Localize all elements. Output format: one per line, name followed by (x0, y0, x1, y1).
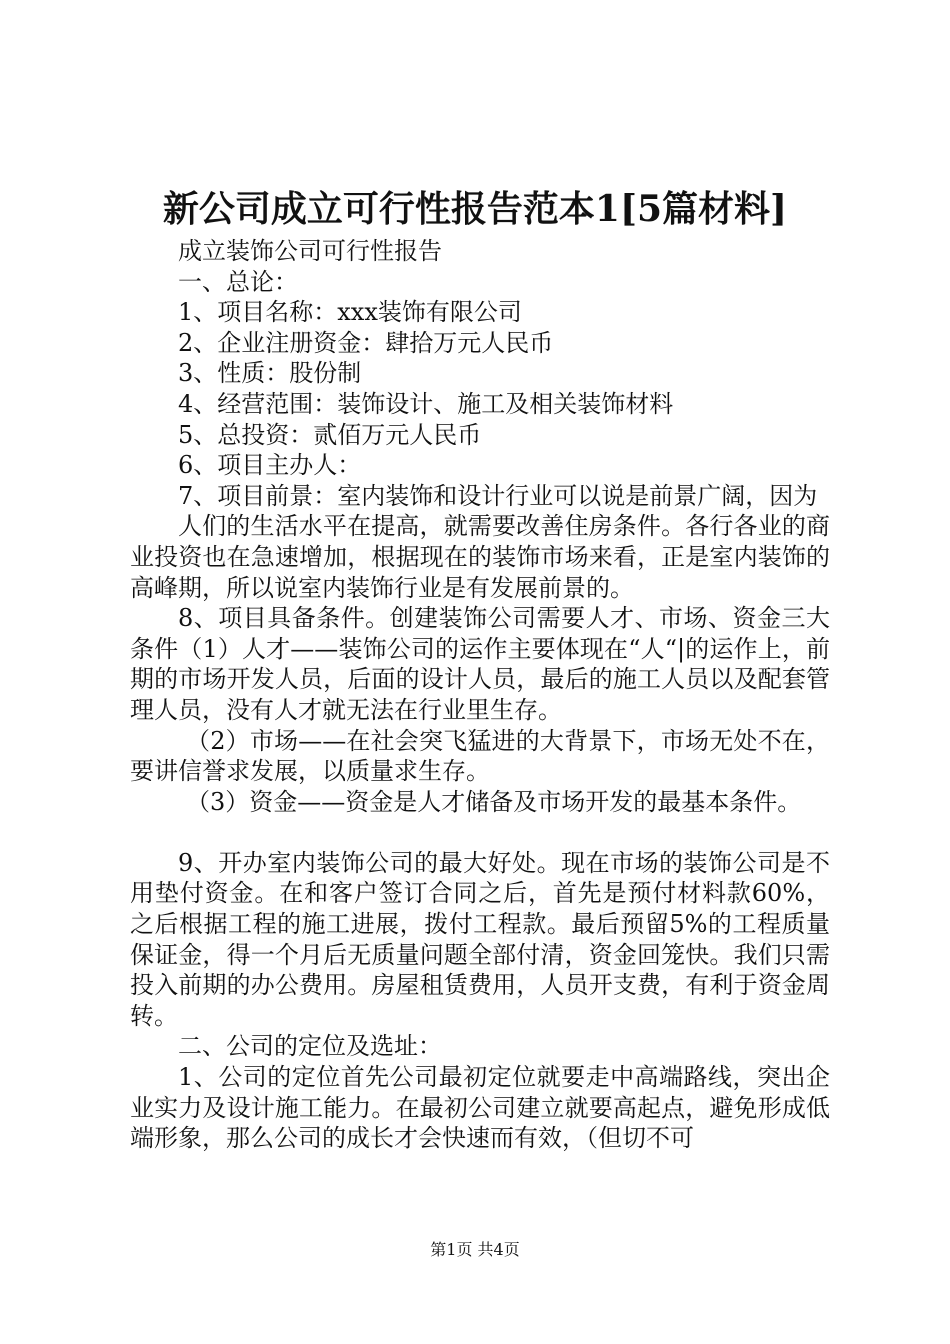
item-project-conditions: 8、项目具备条件。创建装饰公司需要人才、市场、资金三大条件（1）人才——装饰公司的运作主要体现在“人“|的运作上，前期的市场开发人员，后面的设计人员，最后的施工人员以及配套管理人员，没有人才就无法在行业里生存。 (130, 604, 830, 724)
item-project-name: 1、项目名称：xxx装饰有限公司 (178, 298, 522, 327)
section-heading-general: 一、总论： (178, 267, 298, 296)
paragraph-prospect-detail: 人们的生活水平在提高，就需要改善住房条件。各行各业的商业投资也在急速增加，根据现在的装饰市场来看，正是室内装饰的高峰期，所以说室内装饰行业是有发展前景的。 (130, 512, 830, 602)
item-registered-capital: 2、企业注册资金：肆拾万元人民币 (178, 328, 554, 357)
item-project-prospect: 7、项目前景：室内装饰和设计行业可以说是前景广阔，因为 (178, 481, 818, 510)
item-biggest-advantage: 9、开办室内装饰公司的最大好处。现在市场的装饰公司是不用垫付资金。在和客户签订合同之后，首先是预付材料款60%，之后根据工程的施工进展，拨付工程款。最后预留5%的工程质量保证金，得一个月后无质量问题全部付清，资金回笼快。我们只需投入前期的办公费用。房屋租赁费用，人员开支费，有利于资金周转。 (130, 848, 830, 1030)
document-body (130, 236, 830, 1154)
section-heading-positioning: 二、公司的定位及选址： (178, 1032, 442, 1061)
item-total-investment: 5、总投资：贰佰万元人民币 (178, 420, 482, 449)
paragraph-market: （2）市场——在社会突飞猛进的大背景下，市场无处不在，要讲信誉求发展，以质量求生存。 (130, 726, 830, 786)
document-title: 新公司成立可行性报告范本1[5篇材料] (162, 188, 788, 230)
page-footer: 第1页 共4页 (430, 1240, 520, 1259)
item-project-sponsor: 6、项目主办人： (178, 451, 362, 480)
item-nature: 3、性质：股份制 (178, 359, 362, 388)
item-company-positioning: 1、公司的定位首先公司最初定位就要走中高端路线，突出企业实力及设计施工能力。在最初公司建立就要高起点，避免形成低端形象，那么公司的成长才会快速而有效，（但切不可 (130, 1063, 830, 1153)
report-subtitle: 成立装饰公司可行性报告 (178, 237, 442, 265)
paragraph-funds: （3）资金——资金是人才储备及市场开发的最基本条件。 (186, 787, 802, 816)
item-business-scope: 4、经营范围：装饰设计、施工及相关装饰材料 (178, 389, 674, 418)
